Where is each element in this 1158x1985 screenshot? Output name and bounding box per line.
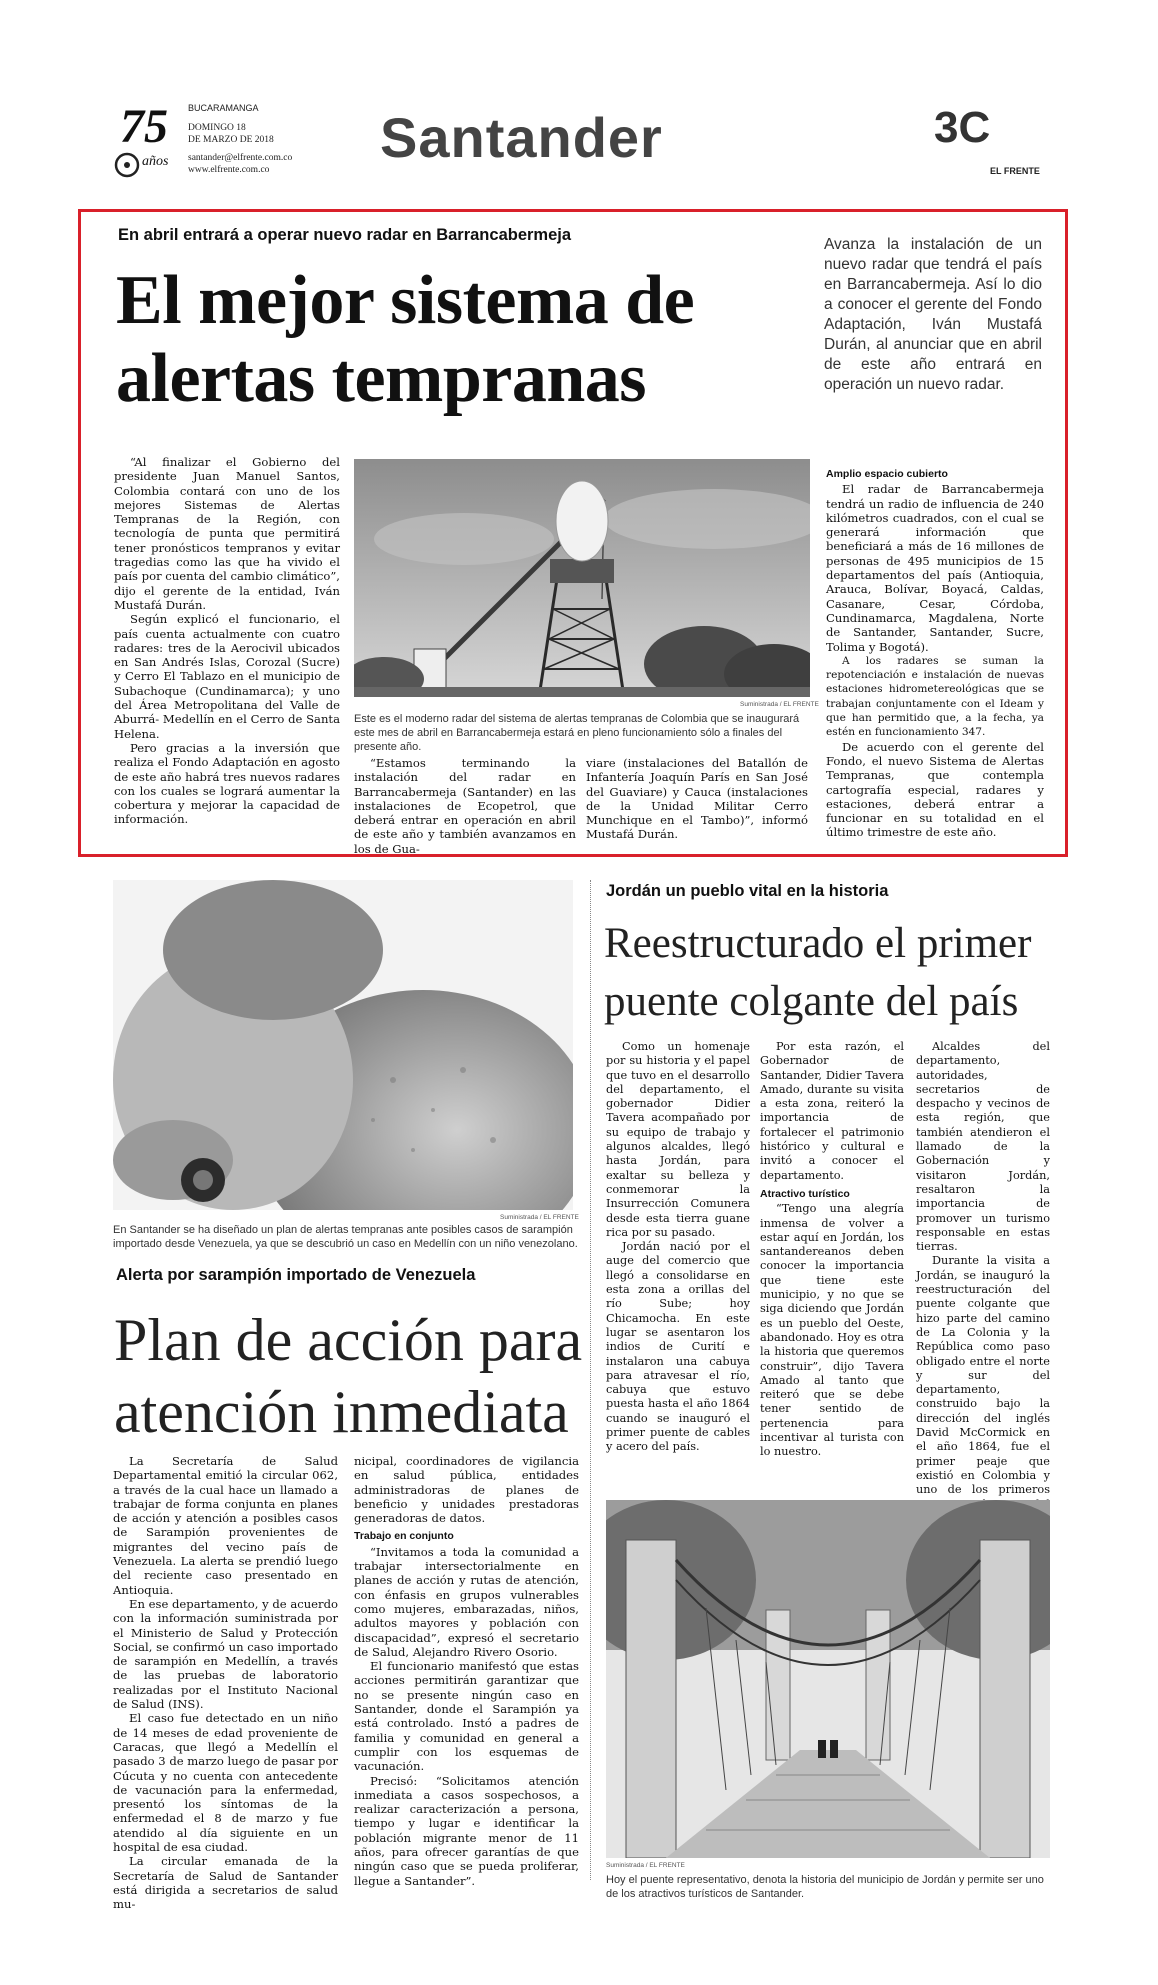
date-line1: DOMINGO 18 <box>188 123 246 133</box>
subhead: Atractivo turístico <box>760 1187 850 1200</box>
anniversary-logo <box>112 102 172 184</box>
lead-col-1 <box>114 455 340 827</box>
lead-headline-line1: El mejor sistema de <box>116 262 695 339</box>
bridge-photo <box>606 1500 1050 1858</box>
paragraph: viare (instalaciones del Batallón de Infantería Joaquín París en San José del Guaviare) y Cauca (instalaciones de la Unidad Militar Cerro Munchique en el Tambo)”, informó Mustafá Durán. <box>586 756 808 842</box>
paragraph: “Invitamos a toda la comunidad a trabajar intersectorialmente en planes de acción y rutas de atención, con énfasis en grupos vulnerables como mujeres, embarazadas, niños, adultos mayores y población con discapacidad”, expresó el secretario de Salud, Alejandro Rivero Osorio. <box>354 1544 579 1659</box>
measles-headline-line2: atención inmediata <box>114 1379 569 1445</box>
bridge-headline <box>604 915 1031 1031</box>
page-number: 3C <box>934 103 991 152</box>
paragraph: Según explicó el funcionario, el país cuenta actualmente con cuatro radares: tres de la Aerocivil ubicados en San Andrés Islas, Corozal (Sucre) y Cerro El Tablazo en el municipio de Subachoque (Cundinamarca); y uno del Área Metropolitana del Valle de Aburrá- Medellín en el Cerro de Santa Helena. <box>114 612 340 741</box>
bridge-col-1 <box>606 1040 750 1455</box>
paragraph: Alcaldes del departamento, autoridades, secretarios de despacho y vecinos de esta región, que también atendieron el llamado de la Gobernación y visitaron Jordán, resaltaron la importancia de promover un turismo responsable en estas tierras. <box>916 1040 1050 1254</box>
subhead: Amplio espacio cubierto <box>826 468 948 480</box>
paragraph: De acuerdo con el gerente del Fondo, el nuevo Sistema de Alertas Tempranas, que contempla cartografía especial, radares y estaciones, deberá entrar a funcionar en su totalidad en el último trimestre de este año. <box>826 739 1044 840</box>
website[interactable]: www.elfrente.com.co <box>188 165 270 175</box>
bridge-kicker: Jordán un pueblo vital en la historia <box>606 882 889 900</box>
measles-photo-credit: Suministrada / EL FRENTE <box>500 1214 579 1221</box>
paragraph: “Al finalizar el Gobierno del presidente Juan Manuel Santos, Colombia contará con uno de los mejores Sistemas de Alertas Tempranas de la Región, con tecnología de punta que permitirá tener pronósticos tempranos y evitar tragedias como las que ha vivido el país por cuenta del cambio climático”, dijo el gerente de la entidad, Iván Mustafá Durán. <box>114 455 340 612</box>
paragraph: La circular emanada de la Secretaría de Salud de Santander está dirigida a secretarios de salud mu- <box>113 1854 338 1912</box>
paper-name: EL FRENTE <box>990 166 1040 176</box>
measles-headline <box>114 1304 582 1448</box>
date-line2: DE MARZO DE 2018 <box>188 135 274 145</box>
paragraph: En ese departamento, y de acuerdo con la información suministrada por el Ministerio de Salud y Protección Social, se confirmó un caso importado de sarampión en Medellín, a través de las pruebas de laboratorio realizadas por el Instituto Nacional de Salud (INS). <box>113 1596 338 1712</box>
anniversary-word: años <box>142 154 169 169</box>
radar-photo <box>354 459 810 697</box>
subhead: Trabajo en conjunto <box>354 1530 454 1543</box>
city: BUCARAMANGA <box>188 103 259 113</box>
paragraph: El radar de Barrancabermeja tendrá un radio de influencia de 240 kilómetros cuadrados, con el cual se generará información que beneficiará a más de 16 millones de personas de 495 municipios de 15 departamentos del país (Antioquia, Arauca, Bolívar, Boyacá, Caldas, Casanare, Cesar, Córdoba, Cundinamarca, Magdalena, Norte de Santander, Santander, Sucre, Tolima y Bogotá). <box>826 482 1044 654</box>
paragraph: A los radares se suman la repotenciación e instalación de nuevas estaciones hidrometereológicas que se trabajan conjuntamente con el Ideam y que han permitido que, a la fecha, ya estén en funcionamiento 347. <box>826 654 1044 739</box>
paragraph: El caso fue detectado en un niño de 14 meses de edad proveniente de Caracas, que llegó a Medellín el pasado 3 de marzo luego de pasar por Cúcuta y no cuenta con antecedente de vacunación para la enfermedad, presentó los síntomas de la enfermedad el 8 de marzo y fue atendido al día siguiente en un hospital de esa ciudad. <box>113 1711 338 1855</box>
radar-photo-caption: Este es el moderno radar del sistema de alertas tempranas de Colombia que se inaugurará este mes de abril en Barrancabermeja estará en pleno funcionamiento sólo a finales del presente año. <box>354 713 800 753</box>
lead-col-3 <box>586 756 808 842</box>
paragraph: “Estamos terminando la instalación del radar en Barrancabermeja (Santander) en las instalaciones de Ecopetrol, que deberá entrar en operación en abril de este año y también avanzamos en los de Gua- <box>354 756 576 856</box>
measles-col-1 <box>113 1454 338 1912</box>
measles-photo-caption: En Santander se ha diseñado un plan de alertas tempranas ante posibles casos de sarampión importado desde Venezuela, ya que se descubrió un caso en Medellín con un niño venezolano. <box>113 1224 578 1250</box>
bridge-col-3 <box>916 1040 1050 1526</box>
bridge-headline-line2: puente colgante del país <box>604 978 1019 1025</box>
measles-headline-line1: Plan de acción para <box>114 1307 583 1373</box>
paragraph: Precisó: “Solicitamos atención inmediata a casos sospechosos, a realizar caracterización a persona, tiempo y lugar e identificar la población migrante menor de 11 años, para ofrecer garantías de que ningún caso que se pueda proliferar, llegue a Santander”. <box>354 1773 579 1888</box>
lead-headline-line2: alertas tempranas <box>116 340 647 417</box>
paragraph: Por esta razón, el Gobernador de Santander, Didier Tavera Amado, durante su visita a esta zona, reiteró la importancia de fortalecer el patrimonio histórico y cultural e invitó a conocer el departamento. <box>760 1040 904 1182</box>
measles-col-2 <box>354 1454 579 1888</box>
masthead <box>112 92 1052 192</box>
bridge-photo-caption: Hoy el puente representativo, denota la historia del municipio de Jordán y permite ser uno de los atractivos turísticos de Santander. <box>606 1874 1044 1900</box>
lead-col-4 <box>826 467 1044 840</box>
reel-icon <box>114 152 140 178</box>
lead-deck: Avanza la instalación de un nuevo radar que tendrá el país en Barrancabermeja. Así lo dio a conocer el gerente del Fondo Adaptación, Iván Mustafá Durán, al anunciar que en abril de este año entrará en operación un nuevo radar. <box>824 236 1042 393</box>
bridge-headline-line1: Reestructurado el primer <box>604 920 1032 967</box>
bridge-col-2 <box>760 1040 904 1460</box>
paragraph: “Tengo una alegría inmensa de volver a estar aquí en Jordán, los santandereanos deben conocer la importancia que tiene este municipio, y no que se siga diciendo que Jordán es un pueblo del Oeste, abandonado. Hoy es otra la historia que queremos construir”, dijo Tavera Amado al tanto que reiteró que se debe tener sentido de pertenencia para incentivar al turista con lo nuestro. <box>760 1202 904 1459</box>
paragraph: Jordán nació por el auge del comercio que llegó a consolidarse en esta zona a orillas del río Sube; hoy Chicamocha. En este lugar se asentaron los indios de Curití e instalaron una cabuya para atravesar el río, cabuya que estuvo puesta hasta el año 1864 cuando se inauguró el primer puente de cables y acero del país. <box>606 1240 750 1454</box>
email[interactable]: santander@elfrente.com.co <box>188 153 293 163</box>
paragraph: La Secretaría de Salud Departamental emitió la circular 062, a través de la cual hace un llamado a trabajar de forma conjunta en planes de acción y atención a posibles casos de Sarampión provenientes de migrantes del vecino país de Venezuela. La alerta se prendió luego del reciente caso presentado en Antioquia. <box>113 1454 338 1597</box>
lead-col-2 <box>354 756 576 856</box>
measles-kicker: Alerta por sarampión importado de Venezuela <box>116 1266 476 1284</box>
lead-headline <box>116 262 694 418</box>
paragraph: Pero gracias a la inversión que realiza el Fondo Adaptación en agosto de este año habrá tres nuevos radares con los cuales se logrará aumentar la cobertura y mejorar la capacidad de información. <box>114 740 340 827</box>
masthead-info <box>188 102 292 176</box>
paragraph: El funcionario manifestó que estas acciones permitirán garantizar que no se presente ningún caso en Santander, donde el Sarampión ya está controlado. Instó a padres de familia y comunidad en general a cumplir con los esquemas de vacunación. <box>354 1659 579 1774</box>
radar-photo-credit: Suministrada / EL FRENTE <box>740 701 819 708</box>
paragraph: Como un homenaje por su historia y el papel que tuvo en el desarrollo del departamento, el gobernador Didier Tavera acompañado por su equipo de trabajo y algunos alcaldes, llegó hasta Jordán, para exaltar su belleza y conmemorar la Insurrección Comunera desde esta tierra guane rica por su pasado. <box>606 1040 750 1239</box>
bridge-photo-credit: Suministrada / EL FRENTE <box>606 1862 685 1869</box>
measles-photo <box>113 880 573 1210</box>
paragraph: Durante la visita a Jordán, se inauguró la reestructuración del puente colgante que hizo parte del camino de La Colonia y la República como paso obligado entre el norte y sur del departamento, construido bajo la dirección del inglés David McCormick en el año 1864, fue el primer peaje que existió en Colombia y uno de los primeros <box>916 1254 1050 1497</box>
column-divider <box>590 880 592 1880</box>
lead-kicker: En abril entrará a operar nuevo radar en Barrancabermeja <box>118 226 572 244</box>
anniversary-number: 75 <box>120 100 168 153</box>
section-title: Santander <box>380 106 663 169</box>
paragraph: nicipal, coordinadores de vigilancia en salud pública, entidades administradoras de planes de beneficio y unidades prestadoras generadoras de datos. <box>354 1454 579 1526</box>
